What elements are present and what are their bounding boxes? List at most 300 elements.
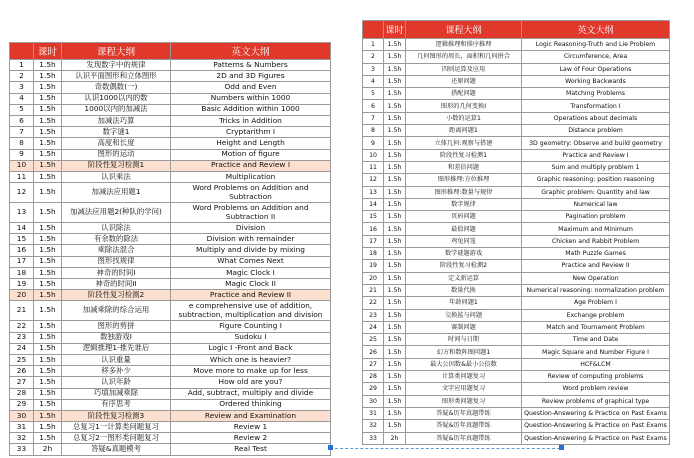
outline-en-cell: HCF&LCM bbox=[522, 358, 670, 370]
outline-en-cell: Multiplication bbox=[171, 171, 331, 182]
table-row bbox=[10, 290, 331, 301]
outline-en-cell: Working Backwards bbox=[522, 75, 670, 87]
outline-en-cell: Basic Addition within 1000 bbox=[171, 104, 331, 115]
hours-cell: 1.5h bbox=[34, 388, 62, 399]
outline-en-cell: Time and Date bbox=[522, 334, 670, 346]
outline-cn-cell: 图形类问题复习 bbox=[406, 395, 522, 407]
index-cell: 3 bbox=[10, 82, 34, 93]
index-cell: 31 bbox=[363, 407, 384, 419]
outline-en-cell: Chicken and Rabbit Problem bbox=[522, 235, 670, 247]
outline-en-cell: Practice and Review I bbox=[522, 149, 670, 161]
outline-cn-cell: 距离问题1 bbox=[406, 125, 522, 137]
outline-cn-cell: 答疑&真题模考 bbox=[62, 444, 171, 455]
outline-en-cell: Magic Square and Number Figure I bbox=[522, 346, 670, 358]
selection-handle-right[interactable] bbox=[559, 445, 564, 450]
outline-en-cell: Magic Clock I bbox=[171, 267, 331, 278]
index-cell: 17 bbox=[10, 256, 34, 267]
table-row bbox=[363, 125, 670, 137]
index-cell: 13 bbox=[10, 203, 34, 223]
right-curriculum-table bbox=[362, 20, 670, 445]
outline-en-cell: Question-Answering & Practice on Past Exams bbox=[522, 407, 670, 419]
index-cell: 11 bbox=[10, 171, 34, 182]
outline-cn-cell: 阶段性复习检测1 bbox=[406, 149, 522, 161]
index-cell: 32 bbox=[10, 433, 34, 444]
index-header bbox=[10, 43, 34, 60]
hours-cell: 1.5h bbox=[384, 223, 406, 235]
table-row bbox=[10, 433, 331, 444]
outline-cn-cell: 神奇的时间II bbox=[62, 279, 171, 290]
outline-cn-cell: 神奇的时间I bbox=[62, 267, 171, 278]
index-cell: 23 bbox=[10, 332, 34, 343]
table-row bbox=[363, 198, 670, 210]
index-cell: 28 bbox=[363, 371, 384, 383]
index-cell: 2 bbox=[363, 51, 384, 63]
table-row bbox=[10, 332, 331, 343]
outline-en-cell: Review problems of graphical type bbox=[522, 395, 670, 407]
hours-cell: 1.5h bbox=[34, 93, 62, 104]
table-row bbox=[363, 334, 670, 346]
table-row bbox=[10, 444, 331, 455]
left-curriculum-table bbox=[9, 42, 331, 456]
outline-en-cell: Motion of figure bbox=[171, 149, 331, 160]
outline-cn-header: 课程大纲 bbox=[62, 43, 171, 60]
outline-cn-cell: 总复习2一图形类问题复习 bbox=[62, 433, 171, 444]
index-cell: 24 bbox=[363, 321, 384, 333]
hours-cell: 1.5h bbox=[384, 198, 406, 210]
table-row bbox=[10, 354, 331, 365]
outline-cn-cell: 赛制问题 bbox=[406, 321, 522, 333]
index-cell: 14 bbox=[363, 198, 384, 210]
outline-en-cell: Circumference, Area bbox=[522, 51, 670, 63]
outline-en-cell: Real Test bbox=[171, 444, 331, 455]
index-cell: 16 bbox=[10, 245, 34, 256]
table-row bbox=[363, 371, 670, 383]
table-row bbox=[363, 432, 670, 444]
index-cell: 6 bbox=[363, 100, 384, 112]
outline-cn-cell: 认识平面图形和立体图形 bbox=[62, 71, 171, 82]
hours-cell: 1.5h bbox=[34, 377, 62, 388]
outline-cn-cell: 搭配问题 bbox=[406, 88, 522, 100]
table-row bbox=[10, 267, 331, 278]
outline-en-cell: New Operation bbox=[522, 272, 670, 284]
outline-en-cell: Patterns & Numbers bbox=[171, 60, 331, 71]
table-row bbox=[10, 104, 331, 115]
hours-header: 课时 bbox=[384, 21, 406, 39]
outline-en-cell: Ordered thinking bbox=[171, 399, 331, 410]
index-cell: 10 bbox=[363, 149, 384, 161]
outline-cn-cell: 交换鲨与问题 bbox=[406, 309, 522, 321]
outline-cn-cell: 答疑&历年真题带练 bbox=[406, 432, 522, 444]
outline-en-cell: Logic I -Front and Back bbox=[171, 343, 331, 354]
outline-en-cell: Review 2 bbox=[171, 433, 331, 444]
table-row bbox=[10, 279, 331, 290]
hours-cell: 1.5h bbox=[34, 127, 62, 138]
index-cell: 30 bbox=[10, 410, 34, 421]
table-row bbox=[10, 399, 331, 410]
outline-cn-cell: 页码问题 bbox=[406, 211, 522, 223]
hours-cell: 1.5h bbox=[384, 321, 406, 333]
hours-cell: 1.5h bbox=[384, 51, 406, 63]
table-row bbox=[363, 235, 670, 247]
outline-en-cell: Numerical law bbox=[522, 198, 670, 210]
hours-cell: 1.5h bbox=[384, 63, 406, 75]
index-cell: 22 bbox=[363, 297, 384, 309]
index-cell: 29 bbox=[10, 399, 34, 410]
outline-en-cell: Law of Four Operations bbox=[522, 63, 670, 75]
index-cell: 24 bbox=[10, 343, 34, 354]
index-cell: 3 bbox=[363, 63, 384, 75]
outline-en-cell: 2D and 3D Figures bbox=[171, 71, 331, 82]
index-cell: 32 bbox=[363, 420, 384, 432]
outline-cn-cell: 移多补少 bbox=[62, 366, 171, 377]
outline-cn-cell: 阶段性复习检测1 bbox=[62, 160, 171, 171]
outline-en-cell: Practice and Review II bbox=[171, 290, 331, 301]
index-cell: 27 bbox=[363, 358, 384, 370]
index-cell: 1 bbox=[363, 39, 384, 51]
table-row bbox=[363, 75, 670, 87]
hours-cell: 1.5h bbox=[34, 60, 62, 71]
index-cell: 9 bbox=[10, 149, 34, 160]
outline-en-cell: Exchange problem bbox=[522, 309, 670, 321]
index-cell: 22 bbox=[10, 321, 34, 332]
hours-cell: 1.5h bbox=[384, 75, 406, 87]
hours-cell: 1.5h bbox=[384, 383, 406, 395]
outline-en-cell: Age Problem I bbox=[522, 297, 670, 309]
outline-en-cell: Pagination problem bbox=[522, 211, 670, 223]
hours-cell: 1.5h bbox=[384, 174, 406, 186]
table-row bbox=[363, 186, 670, 198]
table-row bbox=[10, 82, 331, 93]
table-row bbox=[363, 407, 670, 419]
outline-en-cell: Odd and Even bbox=[171, 82, 331, 93]
outline-cn-cell: 认识1000以内的数 bbox=[62, 93, 171, 104]
table-row bbox=[363, 161, 670, 173]
hours-cell: 1.5h bbox=[384, 272, 406, 284]
index-cell: 31 bbox=[10, 422, 34, 433]
index-cell: 26 bbox=[363, 346, 384, 358]
outline-cn-cell: 数独游戏I bbox=[62, 332, 171, 343]
outline-cn-cell: 图形的剪拼 bbox=[62, 321, 171, 332]
hours-cell: 1.5h bbox=[34, 321, 62, 332]
outline-en-cell: Word Problems on Addition and Subtraction bbox=[171, 183, 331, 203]
outline-cn-cell: 加减法应用题1 bbox=[62, 183, 171, 203]
left-table-header-row bbox=[10, 43, 331, 60]
hours-cell: 1.5h bbox=[384, 100, 406, 112]
table-row bbox=[10, 410, 331, 421]
outline-en-cell: Cryptarithm I bbox=[171, 127, 331, 138]
outline-en-cell: Add, subtract, multiply and divide bbox=[171, 388, 331, 399]
table-row bbox=[10, 160, 331, 171]
outline-en-cell: Height and Length bbox=[171, 138, 331, 149]
outline-cn-cell: 加减乘除的综合运用 bbox=[62, 301, 171, 321]
outline-cn-cell: 四则运算及应用 bbox=[406, 63, 522, 75]
outline-en-cell: Graphic reasoning: position reasoning bbox=[522, 174, 670, 186]
outline-cn-cell: 计算类问题复习 bbox=[406, 371, 522, 383]
outline-en-header: 英文大纲 bbox=[171, 43, 331, 60]
index-cell: 14 bbox=[10, 223, 34, 234]
hours-cell: 1.5h bbox=[384, 395, 406, 407]
index-cell: 1 bbox=[10, 60, 34, 71]
outline-cn-cell: 奇数偶数(一) bbox=[62, 82, 171, 93]
outline-cn-cell: 认识乘法 bbox=[62, 171, 171, 182]
outline-en-cell: Magic Clock II bbox=[171, 279, 331, 290]
hours-cell: 1.5h bbox=[34, 279, 62, 290]
index-cell: 5 bbox=[10, 104, 34, 115]
table-row bbox=[363, 420, 670, 432]
table-row bbox=[10, 256, 331, 267]
table-row bbox=[10, 203, 331, 223]
hours-cell: 1.5h bbox=[384, 407, 406, 419]
hours-cell: 1.5h bbox=[34, 115, 62, 126]
hours-cell: 1.5h bbox=[34, 149, 62, 160]
outline-cn-cell: 认识重量 bbox=[62, 354, 171, 365]
hours-cell: 1.5h bbox=[34, 203, 62, 223]
hours-cell: 1.5h bbox=[384, 149, 406, 161]
index-cell: 21 bbox=[363, 284, 384, 296]
outline-cn-cell: 发现数字中的规律 bbox=[62, 60, 171, 71]
outline-en-cell: Figure Counting I bbox=[171, 321, 331, 332]
outline-cn-cell: 数学谜题游戏 bbox=[406, 248, 522, 260]
hours-cell: 1.5h bbox=[384, 235, 406, 247]
selection-handle-left[interactable] bbox=[328, 445, 333, 450]
outline-cn-cell: 逻辑推理1-推先谁后 bbox=[62, 343, 171, 354]
outline-en-cell: Multiply and divide by mixing bbox=[171, 245, 331, 256]
outline-en-cell: Logic Reasoning-Truth and Lie Problem bbox=[522, 39, 670, 51]
hours-cell: 1.5h bbox=[384, 260, 406, 272]
outline-en-cell: Division with remainder bbox=[171, 234, 331, 245]
outline-cn-cell: 立体几何:观察与搭建 bbox=[406, 137, 522, 149]
table-row bbox=[10, 138, 331, 149]
table-row bbox=[10, 115, 331, 126]
outline-en-cell: 3D geometry: Observe and build geometry bbox=[522, 137, 670, 149]
outline-cn-cell: 答疑&历年真题带练 bbox=[406, 420, 522, 432]
outline-cn-cell: 数量代换 bbox=[406, 284, 522, 296]
hours-cell: 1.5h bbox=[384, 125, 406, 137]
table-row bbox=[363, 100, 670, 112]
table-row bbox=[363, 260, 670, 272]
index-cell: 20 bbox=[10, 290, 34, 301]
outline-cn-cell: 阶段性复习检测2 bbox=[62, 290, 171, 301]
hours-cell: 1.5h bbox=[34, 160, 62, 171]
outline-en-cell: Review of computing problems bbox=[522, 371, 670, 383]
outline-en-cell: Transformation I bbox=[522, 100, 670, 112]
hours-cell: 1.5h bbox=[384, 211, 406, 223]
index-header bbox=[363, 21, 384, 39]
hours-cell: 1.5h bbox=[384, 248, 406, 260]
table-row bbox=[363, 248, 670, 260]
outline-cn-cell: 图形找规律 bbox=[62, 256, 171, 267]
outline-cn-cell: 阶段性复习检测3 bbox=[62, 410, 171, 421]
table-row bbox=[10, 223, 331, 234]
outline-en-cell: Match and Tournament Problem bbox=[522, 321, 670, 333]
outline-cn-cell: 高度和长度 bbox=[62, 138, 171, 149]
outline-en-cell: Sum and multiply problem 1 bbox=[522, 161, 670, 173]
table-row bbox=[363, 383, 670, 395]
outline-en-cell: Which one is heavier? bbox=[171, 354, 331, 365]
outline-cn-cell: 小数的运算1 bbox=[406, 112, 522, 124]
table-row bbox=[10, 343, 331, 354]
outline-cn-cell: 乘除法混合 bbox=[62, 245, 171, 256]
index-cell: 15 bbox=[363, 211, 384, 223]
right-table-header-row bbox=[363, 21, 670, 39]
outline-cn-cell: 几何图形的周长，面积和几何拼合 bbox=[406, 51, 522, 63]
outline-en-cell: Matching Problems bbox=[522, 88, 670, 100]
outline-cn-cell: 年龄问题1 bbox=[406, 297, 522, 309]
index-cell: 15 bbox=[10, 234, 34, 245]
outline-cn-cell: 最值问题 bbox=[406, 223, 522, 235]
table-row bbox=[363, 395, 670, 407]
hours-cell: 1.5h bbox=[34, 183, 62, 203]
index-cell: 30 bbox=[363, 395, 384, 407]
outline-en-cell: How old are you? bbox=[171, 377, 331, 388]
index-cell: 18 bbox=[10, 267, 34, 278]
outline-cn-cell: 有序思考 bbox=[62, 399, 171, 410]
outline-cn-cell: 图形推理:方位推理 bbox=[406, 174, 522, 186]
outline-cn-cell: 和差倍问题 bbox=[406, 161, 522, 173]
table-row bbox=[10, 71, 331, 82]
index-cell: 17 bbox=[363, 235, 384, 247]
table-row bbox=[363, 211, 670, 223]
outline-cn-cell: 定义新运算 bbox=[406, 272, 522, 284]
index-cell: 19 bbox=[363, 260, 384, 272]
hours-header: 课时 bbox=[34, 43, 62, 60]
hours-cell: 1.5h bbox=[34, 245, 62, 256]
outline-en-cell: Distance problem bbox=[522, 125, 670, 137]
table-row bbox=[10, 171, 331, 182]
outline-cn-cell: 时间与日期 bbox=[406, 334, 522, 346]
hours-cell: 1.5h bbox=[384, 297, 406, 309]
outline-en-cell: Review and Examination bbox=[171, 410, 331, 421]
outline-cn-cell: 总复习1一计算类问题复习 bbox=[62, 422, 171, 433]
hours-cell: 1.5h bbox=[384, 420, 406, 432]
index-cell: 6 bbox=[10, 115, 34, 126]
outline-en-cell: Word problem review bbox=[522, 383, 670, 395]
table-row bbox=[10, 321, 331, 332]
index-cell: 2 bbox=[10, 71, 34, 82]
index-cell: 12 bbox=[363, 174, 384, 186]
table-row bbox=[363, 174, 670, 186]
hours-cell: 1.5h bbox=[34, 399, 62, 410]
hours-cell: 1.5h bbox=[34, 343, 62, 354]
outline-en-cell: Math Puzzle Games bbox=[522, 248, 670, 260]
index-cell: 12 bbox=[10, 183, 34, 203]
outline-cn-cell: 鸡兔同笼 bbox=[406, 235, 522, 247]
outline-en-cell: Question-Answering & Practice on Past Exams bbox=[522, 420, 670, 432]
table-row bbox=[10, 127, 331, 138]
table-row bbox=[363, 149, 670, 161]
outline-en-cell: Move more to make up for less bbox=[171, 366, 331, 377]
table-row bbox=[363, 358, 670, 370]
selection-connector-line bbox=[330, 448, 560, 449]
outline-cn-cell: 图形的几何变换I bbox=[406, 100, 522, 112]
outline-cn-cell: 图形推理:数量与规律 bbox=[406, 186, 522, 198]
hours-cell: 1.5h bbox=[384, 309, 406, 321]
outline-cn-cell: 有余数的除法 bbox=[62, 234, 171, 245]
outline-en-cell: Numerical reasoning: normalization problem bbox=[522, 284, 670, 296]
table-row bbox=[363, 88, 670, 100]
table-row bbox=[363, 39, 670, 51]
outline-cn-cell: 数字规律 bbox=[406, 198, 522, 210]
table-row bbox=[10, 377, 331, 388]
index-cell: 29 bbox=[363, 383, 384, 395]
hours-cell: 1.5h bbox=[34, 301, 62, 321]
outline-en-cell: Operations about decimals bbox=[522, 112, 670, 124]
outline-en-cell: Review 1 bbox=[171, 422, 331, 433]
index-cell: 18 bbox=[363, 248, 384, 260]
outline-cn-cell: 认识年龄 bbox=[62, 377, 171, 388]
table-row bbox=[363, 309, 670, 321]
hours-cell: 1.5h bbox=[34, 71, 62, 82]
hours-cell: 1.5h bbox=[384, 88, 406, 100]
index-cell: 4 bbox=[363, 75, 384, 87]
table-row bbox=[363, 321, 670, 333]
hours-cell: 1.5h bbox=[384, 346, 406, 358]
index-cell: 7 bbox=[363, 112, 384, 124]
outline-cn-cell: 幻方和数阵图问题1 bbox=[406, 346, 522, 358]
hours-cell: 1.5h bbox=[384, 358, 406, 370]
index-cell: 16 bbox=[363, 223, 384, 235]
index-cell: 5 bbox=[363, 88, 384, 100]
outline-cn-cell: 答疑&历年真题带练 bbox=[406, 407, 522, 419]
table-row bbox=[10, 149, 331, 160]
index-cell: 8 bbox=[363, 125, 384, 137]
outline-en-cell: Sudoku I bbox=[171, 332, 331, 343]
hours-cell: 1.5h bbox=[34, 422, 62, 433]
index-cell: 19 bbox=[10, 279, 34, 290]
hours-cell: 1.5h bbox=[384, 186, 406, 198]
index-cell: 27 bbox=[10, 377, 34, 388]
table-row bbox=[10, 422, 331, 433]
hours-cell: 1.5h bbox=[34, 223, 62, 234]
table-row bbox=[10, 388, 331, 399]
index-cell: 13 bbox=[363, 186, 384, 198]
table-row bbox=[10, 234, 331, 245]
hours-cell: 1.5h bbox=[34, 138, 62, 149]
outline-en-cell: Practice and Review II bbox=[522, 260, 670, 272]
table-row bbox=[363, 297, 670, 309]
hours-cell: 1.5h bbox=[34, 332, 62, 343]
hours-cell: 1.5h bbox=[34, 82, 62, 93]
index-cell: 10 bbox=[10, 160, 34, 171]
hours-cell: 1.5h bbox=[384, 284, 406, 296]
index-cell: 21 bbox=[10, 301, 34, 321]
hours-cell: 1.5h bbox=[34, 267, 62, 278]
table-row bbox=[363, 137, 670, 149]
index-cell: 25 bbox=[10, 354, 34, 365]
table-row bbox=[363, 51, 670, 63]
table-row bbox=[363, 346, 670, 358]
outline-cn-cell: 最大公因数&最小公倍数 bbox=[406, 358, 522, 370]
outline-cn-cell: 认识除法 bbox=[62, 223, 171, 234]
table-row bbox=[363, 112, 670, 124]
table-row bbox=[10, 301, 331, 321]
table-row bbox=[363, 284, 670, 296]
table-row bbox=[10, 183, 331, 203]
outline-cn-cell: 1000以内的加减法 bbox=[62, 104, 171, 115]
hours-cell: 2h bbox=[34, 444, 62, 455]
table-row bbox=[363, 63, 670, 75]
hours-cell: 1.5h bbox=[384, 371, 406, 383]
index-cell: 28 bbox=[10, 388, 34, 399]
outline-en-cell: Word Problems on Addition and Subtraction II bbox=[171, 203, 331, 223]
outline-en-cell: Practice and Review I bbox=[171, 160, 331, 171]
outline-cn-cell: 文字应用题复习 bbox=[406, 383, 522, 395]
hours-cell: 1.5h bbox=[34, 433, 62, 444]
outline-en-cell: Graphic problem: Quantity and law bbox=[522, 186, 670, 198]
outline-en-header: 英文大纲 bbox=[522, 21, 670, 39]
hours-cell: 1.5h bbox=[384, 137, 406, 149]
outline-en-cell: Division bbox=[171, 223, 331, 234]
